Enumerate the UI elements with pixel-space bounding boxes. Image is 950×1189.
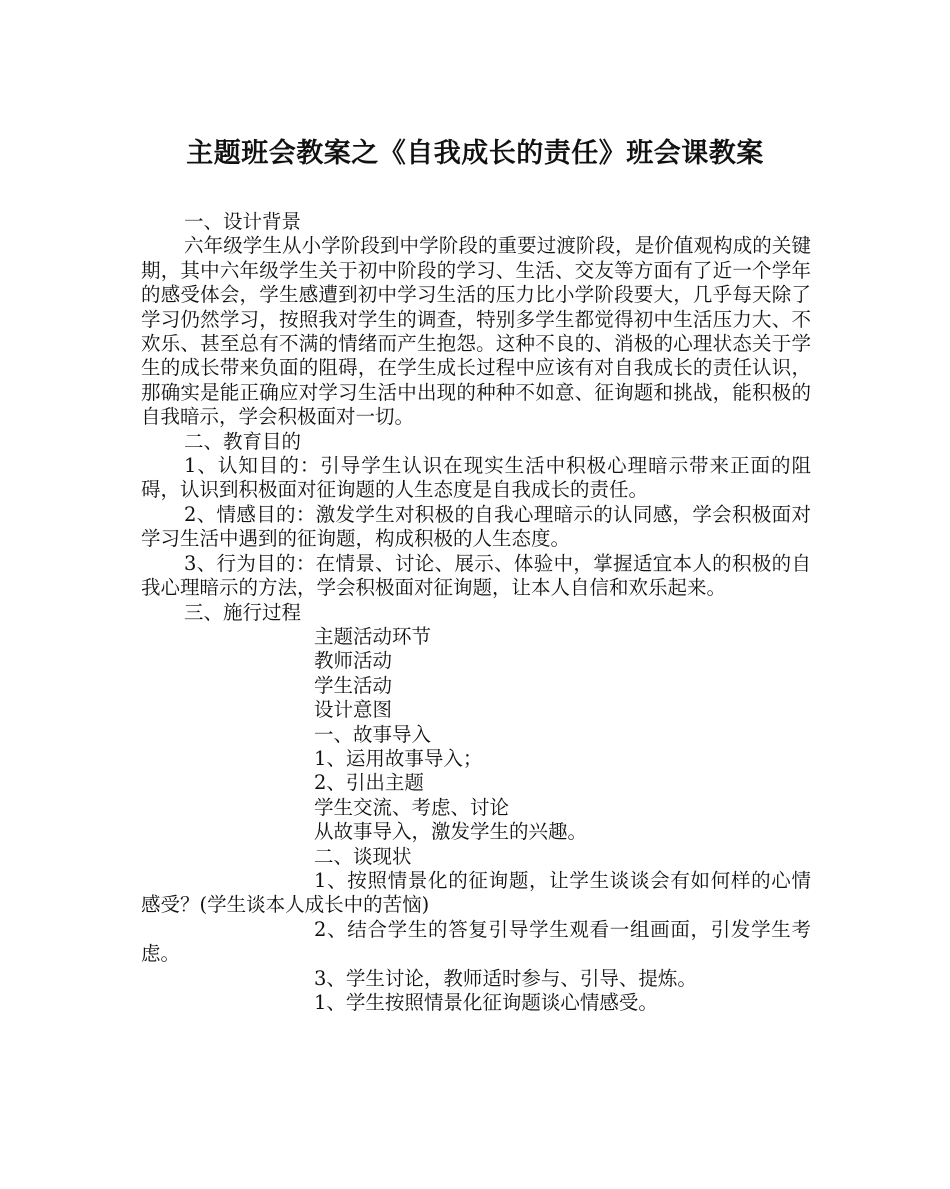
document-title: 主题班会教案之《自我成长的责任》班会课教案: [186, 138, 764, 169]
table-cell-student-2a: 1、学生按照情景化征询题谈心情感受。: [314, 991, 658, 1014]
table-cell-teacher-2a: 1、按照情景化的征询题，让学生谈谈会有如何样的心情感受？(学生谈本人成长中的苦恼): [141, 868, 811, 917]
paragraph-goal-behavior: 3、行为目的：在情景、讨论、展示、体验中，掌握适宜本人的积极的自我心理暗示的方法，学会积极面对征询题，让本人自信和欢乐起来。: [141, 551, 811, 600]
table-cell-header-student: 学生活动: [314, 673, 393, 697]
table-cell-teacher-1b: 2、引出主题: [314, 771, 424, 795]
table-cell-teacher-1a: 1、运用故事导入；: [314, 746, 483, 770]
table-cell-intent-1: 从故事导入，激发学生的兴趣。: [314, 820, 588, 844]
section-heading-background: 一、设计背景: [184, 210, 302, 233]
table-cell-stage-2: 二、谈现状: [314, 844, 412, 868]
paragraph-background: 六年级学生从小学阶段到中学阶段的重要过渡阶段，是价值观构成的关键期，其中六年级学生关于初中阶段的学习、生活、交友等方面有了近一个学年的感受体会，学生感遭到初中学习生活的压力比小学阶段要大，几乎每天除了学习仍然学习，按照我对学生的调查，特别多学生都觉得初中生活压力大、不欢乐、甚至总有不满的情绪而产生抱怨。这种不良的、消极的心理状态关于学生的成长带来负面的阻碍，在学生成长过程中应该有对自我成长的责任认识，那确实是能正确应对学习生活中出现的种种不如意、征询题和挑战，能积极的自我暗示，学会积极面对一切。: [141, 234, 811, 429]
paragraph-goal-emotional: 2、情感目的：激发学生对积极的自我心理暗示的认同感，学会积极面对学习生活中遇到的征询题，构成积极的人生态度。: [141, 502, 811, 551]
document-body: [141, 210, 811, 1015]
table-cell-teacher-2b: 2、结合学生的答复引导学生观看一组画面，引发学生考虑。: [141, 917, 811, 966]
section-heading-goals: 二、教育目的: [184, 429, 302, 453]
table-cell-header-intent: 设计意图: [314, 698, 393, 722]
paragraph-goal-cognitive: 1、认知目的：引导学生认识在现实生活中积极心理暗示带来正面的阻碍，认识到积极面对征询题的人生态度是自我成长的责任。: [141, 454, 811, 502]
table-cell-stage-1: 一、故事导入: [314, 722, 432, 746]
section-heading-process: 三、施行过程: [184, 600, 302, 624]
table-cell-header-teacher: 教师活动: [314, 649, 393, 673]
table-cell-teacher-2c: 3、学生讨论，教师适时参与、引导、提炼。: [314, 966, 697, 990]
table-cell-header-stage: 主题活动环节: [314, 624, 432, 648]
table-cell-student-1: 学生交流、考虑、讨论: [314, 795, 510, 819]
